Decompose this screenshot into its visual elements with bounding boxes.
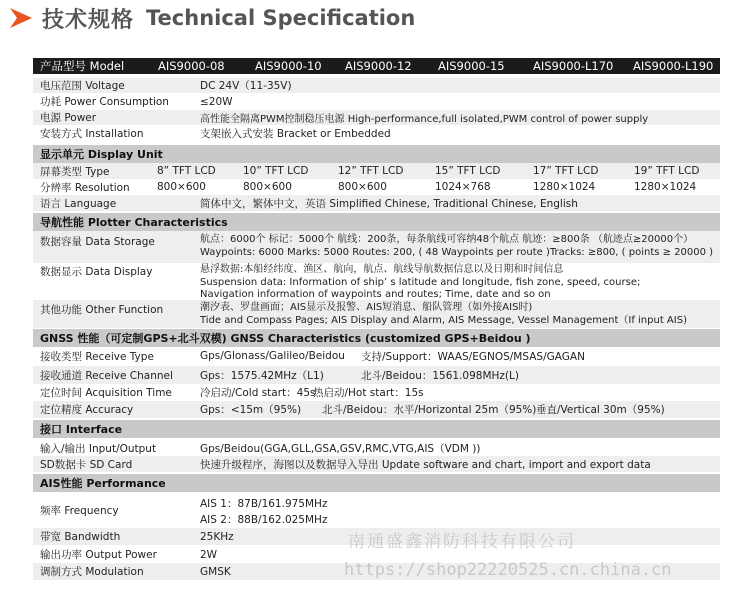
supply-value: 高性能全隔离PWM控制稳压电源 High-performance,full isolated,PWM control of power supply — [200, 114, 649, 125]
power-value: ≤20W — [200, 95, 233, 108]
voltage-label: 电压范围 Voltage — [40, 80, 125, 92]
interface-heading — [33, 420, 720, 438]
model-row — [33, 58, 720, 74]
resolution-row — [33, 179, 720, 195]
receive-type-support: 支持/Support：WAAS/EGNOS/MSAS/GAGAN — [361, 350, 585, 363]
gnss-heading — [33, 329, 720, 347]
sd-card-label: SD数据卡 SD Card — [40, 458, 133, 471]
model-label: 产品型号 Model — [40, 59, 125, 73]
language-row — [33, 195, 720, 211]
accuracy-beidou: 北斗/Beidou：水平/Horizontal 25m（95%) — [322, 404, 537, 416]
model-name: AIS9000-L170 — [533, 59, 614, 73]
frequency-line: AIS 2：88B/162.025MHz — [200, 514, 328, 526]
accuracy-row — [33, 401, 720, 418]
sd-card-row — [33, 456, 720, 472]
power-label: 功耗 Power Consumption — [40, 96, 169, 108]
io-label: 输入/输出 Input/Output — [40, 442, 157, 455]
gnss-title: GNSS 性能（可定制GPS+北斗双模) GNSS Characteristics (customized GPS+Beidou ) — [40, 332, 531, 345]
other-function-row — [33, 300, 720, 328]
sd-card-value: 快速升级程序，海图以及数据导入导出 Update software and chart, import and export data — [200, 458, 651, 471]
plotter-title: 导航性能 Plotter Characteristics — [40, 216, 228, 229]
install-row — [33, 126, 720, 141]
acquisition-label: 定位时间 Acquisition Time — [40, 386, 172, 399]
screen-type-value: 10” TFT LCD — [243, 165, 309, 177]
resolution-value: 1280×1024 — [533, 181, 596, 193]
screen-type-value: 8” TFT LCD — [157, 165, 216, 177]
resolution-value: 1280×1024 — [634, 181, 697, 193]
screen-type-value: 17” TFT LCD — [533, 165, 599, 177]
model-name: AIS9000-08 — [158, 59, 225, 73]
receive-channel-label: 接收通道 Receive Channel — [40, 369, 173, 382]
resolution-value: 800×600 — [157, 181, 206, 193]
accuracy-gps: Gps：<15m（95%) — [200, 404, 302, 416]
supply-label: 电源 Power — [40, 112, 97, 124]
screen-type-row — [33, 163, 720, 179]
power-row — [33, 94, 720, 109]
bandwidth-value: 25KHz — [200, 530, 234, 543]
storage-value — [200, 234, 713, 259]
supply-row — [33, 110, 720, 125]
output-power-value: 2W — [200, 548, 218, 561]
receive-type-value: Gps/Glonass/Galileo/Beidou — [200, 350, 345, 362]
acquisition-hot: 热启动/Hot start：15s — [313, 386, 424, 399]
frequency-line: AIS 1：87B/161.975MHz — [200, 498, 328, 510]
data-display-row — [33, 263, 720, 305]
voltage-value: DC 24V（11-35V) — [200, 80, 292, 92]
other-function-value — [200, 302, 687, 327]
storage-line: 航点：6000个 标记：5000个 航线：200条，每条航线可容纳48个航点 航迹：≥800条 （航迹点≥20000个） — [200, 234, 694, 245]
receive-channel-row — [33, 366, 720, 384]
receive-channel-gps: Gps：1575.42MHz（L1) — [200, 369, 324, 382]
frequency-row — [33, 494, 720, 526]
receive-channel-beidou: 北斗/Beidou：1561.098MHz(L) — [361, 369, 519, 382]
language-value: 简体中文，繁体中文，英语 Simplified Chinese, Traditional Chinese, English — [200, 197, 578, 210]
screen-type-value: 19” TFT LCD — [634, 165, 700, 177]
display-unit-title: 显示单元 Display Unit — [40, 148, 163, 161]
accuracy-label: 定位精度 Accuracy — [40, 404, 134, 416]
other-function-line: Tide and Compass Pages; AIS Display and Alarm, AIS Message, Vessel Management（If input AIS) — [200, 314, 687, 326]
screen-type-value: 15” TFT LCD — [435, 165, 501, 177]
resolution-label: 分辨率 Resolution — [40, 181, 130, 194]
output-power-label: 输出功率 Output Power — [40, 549, 157, 561]
watermark-url: https://shop22220525.cn.china.cn — [344, 560, 672, 580]
arrow-icon — [8, 5, 34, 31]
receive-type-row — [33, 348, 720, 364]
ais-title: AIS性能 Performance — [40, 477, 166, 490]
watermark-company: 南通盛鑫消防科技有限公司 — [348, 532, 576, 552]
title-en: Technical Specification — [146, 6, 416, 30]
modulation-value: GMSK — [200, 565, 231, 578]
install-label: 安装方式 Installation — [40, 128, 144, 140]
ais-heading — [33, 474, 720, 492]
receive-type-label: 接收类型 Receive Type — [40, 350, 154, 363]
storage-line: Waypoints: 6000 Marks: 5000 Routes: 200, ( 48 Waypoints per route )Tracks: ≥800, ( points ≥ 20000 ) — [200, 246, 714, 258]
other-function-label: 其他功能 Other Function — [40, 304, 164, 316]
data-display-value — [200, 264, 640, 302]
interface-title: 接口 Interface — [40, 423, 123, 436]
model-name: AIS9000-L190 — [633, 59, 714, 73]
storage-row — [33, 231, 720, 263]
acquisition-row — [33, 384, 720, 400]
data-display-label: 数据显示 Data Display — [40, 266, 153, 278]
title-cn: 技术规格 — [42, 7, 135, 33]
data-display-line: Suspension data: Information of ship’ s latitude and longitude, fish zone, speed, course; — [200, 276, 641, 288]
data-display-line: Navigation information of waypoints and routes; Time, date and so on — [200, 289, 551, 300]
language-label: 语言 Language — [40, 197, 117, 210]
io-value: Gps/Beidou(GGA,GLL,GSA,GSV,RMC,VTG,AIS（VDM )) — [200, 442, 481, 455]
data-display-line: 悬浮数据:本船经纬度、渔区、航向，航点、航线导航数据信息以及日期和时间信息 — [200, 264, 564, 275]
frequency-value — [200, 496, 327, 528]
io-row — [33, 440, 720, 456]
screen-type-label: 屏幕类型 Type — [40, 165, 110, 178]
plotter-heading — [33, 213, 720, 231]
page-title — [4, 0, 415, 36]
modulation-label: 调制方式 Modulation — [40, 566, 144, 578]
model-name: AIS9000-15 — [438, 59, 505, 73]
voltage-row — [33, 78, 720, 93]
acquisition-cold: 冷启动/Cold start：45s — [200, 386, 316, 399]
display-unit-heading — [33, 145, 720, 163]
storage-label: 数据容量 Data Storage — [40, 236, 155, 248]
install-value: 支架嵌入式安装 Bracket or Embedded — [200, 128, 391, 140]
bandwidth-label: 带宽 Bandwidth — [40, 531, 121, 543]
resolution-value: 1024×768 — [435, 181, 491, 193]
model-name: AIS9000-12 — [345, 59, 412, 73]
accuracy-vertical: 垂直/Vertical 30m（95%) — [536, 404, 665, 416]
frequency-label: 频率 Frequency — [40, 504, 119, 517]
resolution-value: 800×600 — [338, 181, 387, 193]
model-name: AIS9000-10 — [255, 59, 322, 73]
resolution-value: 800×600 — [243, 181, 292, 193]
screen-type-value: 12” TFT LCD — [338, 165, 404, 177]
other-function-line: 潮汐表、罗盘画面；AIS显示及报警、AIS短消息、船队管理（如外接AIS时) — [200, 302, 533, 313]
